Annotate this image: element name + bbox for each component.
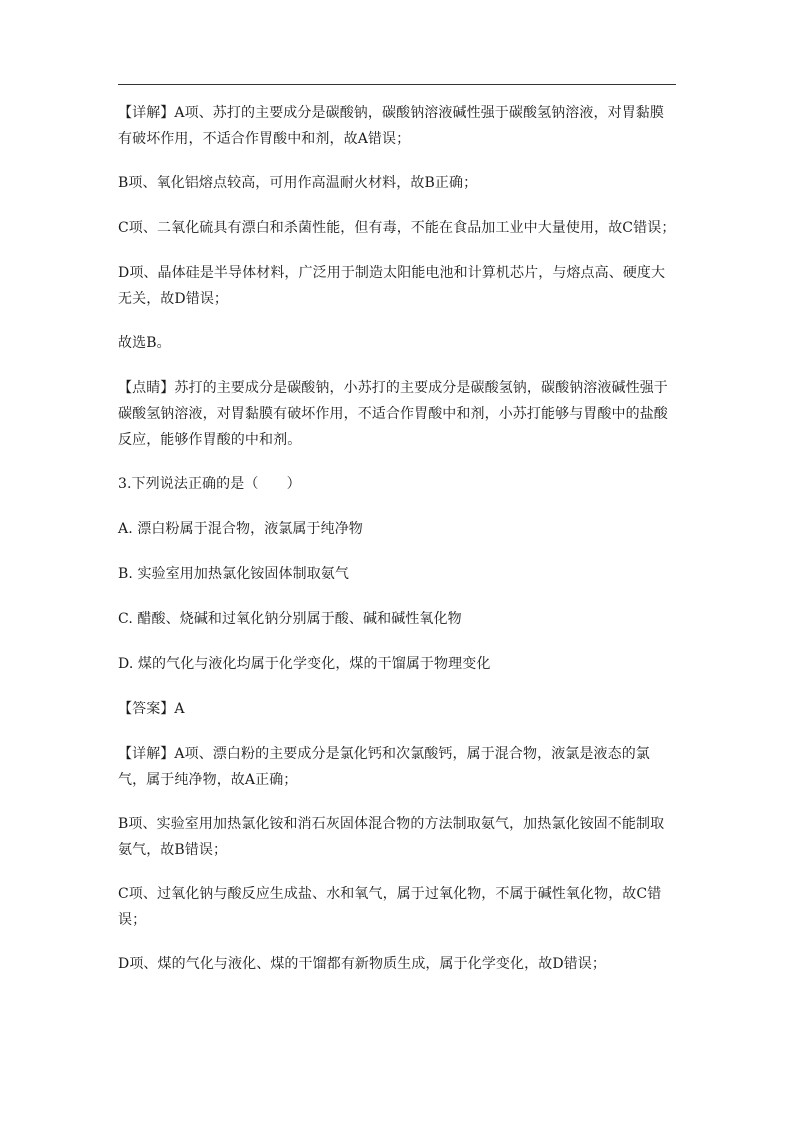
- detail-paragraph-c: C项、二氧化硫具有漂白和杀菌性能，但有毒，不能在食品加工业中大量使用，故C错误；: [118, 220, 676, 236]
- explanation-paragraph-d: D项、煤的气化与液化、煤的干馏都有新物质生成，属于化学变化，故D错误；: [118, 956, 606, 972]
- explanation-paragraph-c: C项、过氧化钠与酸反应生成盐、水和氧气，属于过氧化物，不属于碱性氧化物，故C错误；: [118, 886, 662, 928]
- explanation-paragraph-a: 【详解】A项、漂白粉的主要成分是氯化钙和次氯酸钙，属于混合物，液氯是液态的氯气，属于纯净物，故A正确；: [118, 746, 650, 788]
- answer-line: 【答案】A: [118, 701, 185, 717]
- explanation-paragraph-b: B项、实验室用加热氯化铵和消石灰固体混合物的方法制取氨气，加热氯化铵固不能制取氨气，故B错误；: [118, 816, 665, 858]
- detail-paragraph-a: 【详解】A项、苏打的主要成分是碳酸钠，碳酸钠溶液碱性强于碳酸氢钠溶液，对胃黏膜有破坏作用，不适合作胃酸中和剂，故A错误；: [118, 105, 665, 147]
- option-d: D. 煤的气化与液化均属于化学变化，煤的干馏属于物理变化: [118, 656, 491, 672]
- document-body: [118, 100, 678, 996]
- detail-paragraph-b: B项、氧化铝熔点较高，可用作高温耐火材料，故B正确；: [118, 175, 478, 191]
- detail-paragraph-d: D项、晶体硅是半导体材料，广泛用于制造太阳能电池和计算机芯片，与熔点高、硬度大无关，故D错误；: [118, 265, 666, 307]
- option-b: B. 实验室用加热氯化铵固体制取氨气: [118, 566, 349, 582]
- question-stem: 3.下列说法正确的是（ ）: [118, 476, 301, 492]
- option-a: A. 漂白粉属于混合物，液氯属于纯净物: [118, 521, 363, 537]
- tip-paragraph: 【点睛】苏打的主要成分是碳酸钠，小苏打的主要成分是碳酸氢钠，碳酸钠溶液碱性强于碳酸氢钠溶液，对胃黏膜有破坏作用，不适合作胃酸中和剂，小苏打能够与胃酸中的盐酸反应，能够作胃酸的中和剂。: [118, 380, 668, 448]
- header-rule: [118, 84, 676, 85]
- option-c: C. 醋酸、烧碱和过氧化钠分别属于酸、碱和碱性氧化物: [118, 611, 462, 627]
- conclusion-paragraph: 故选B。: [118, 335, 171, 351]
